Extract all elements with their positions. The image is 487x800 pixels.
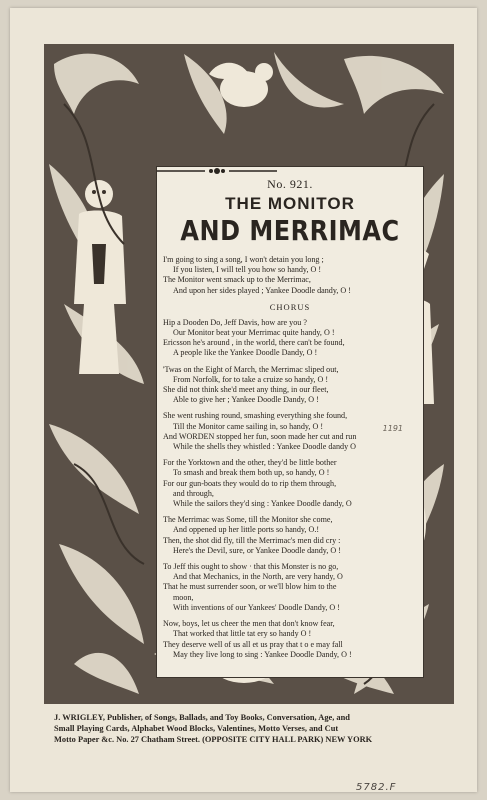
stanza	[163, 619, 417, 660]
lyric-line: For our gun-boats they would do to rip them through,	[163, 478, 337, 488]
lyric-line: And that Mechanics, in the North, are very handy, O	[173, 572, 343, 582]
lyric-line: To Jeff this ought to show · that this Monster is no go,	[163, 562, 339, 572]
lyric-line: To smash and break them both up, so handy, O !	[173, 468, 330, 478]
lyric-line: May they live long to sing : Yankee Doodle Dandy, O !	[173, 649, 352, 659]
lyric-line: While the shells they whistled : Yankee Doodle dandy O	[173, 442, 356, 452]
stanza	[163, 411, 417, 452]
lyric-line: The Merrimac was Some, till the Monitor she come,	[163, 515, 333, 525]
lyric-line: Now, boys, let us cheer the men that don't know fear,	[163, 619, 335, 629]
lyric-line: 'Twas on the Eight of March, the Merrimac sliped out,	[163, 364, 339, 374]
lyric-line: She did not think she'd meet any thing, in our fleet,	[163, 385, 329, 395]
lyric-line: And upon her sides played ; Yankee Doodle dandy, O !	[173, 285, 351, 295]
lyric-line: And WORDEN stopped her fun, soon made her cut and run	[163, 431, 357, 441]
lyric-line: With inventions of our Yankees' Doodle Dandy, O !	[173, 602, 340, 612]
imprint-line: J. WRIGLEY, Publisher, of Songs, Ballads, and Toy Books, Conversation, Age, and	[54, 713, 350, 722]
lyric-line: For the Yorktown and the other, they'd be little bother	[163, 458, 337, 468]
lyric-line: Our Monitor beat your Merrimac quite handy, O !	[173, 328, 335, 338]
lyric-line: That he must surrender soon, or we'll blow him to the	[163, 582, 337, 592]
lyric-line: If you listen, I will tell you how so handy, O !	[173, 265, 322, 275]
woodcut-border	[44, 44, 454, 704]
stanza	[163, 562, 417, 613]
song-title-line-2: AND MERRIMAC	[180, 214, 400, 248]
lyric-line: From Norfolk, for to take a cruize so handy, O !	[173, 374, 329, 384]
lyric-line: They deserve well of us all et us pray that t o e may fall	[163, 639, 343, 649]
lyric-line: Hip a Dooden Do, Jeff Davis, how are you ?	[163, 317, 307, 327]
lyric-line: Able to give her ; Yankee Doodle Dandy, O !	[173, 395, 319, 405]
stanza	[163, 255, 417, 296]
pencil-annotation: 1191	[382, 424, 403, 433]
lyric-line: Ericsson he's around , in the world, there can't be found,	[163, 338, 345, 348]
song-title-line-1: THE MONITOR	[225, 194, 355, 213]
lyric-line: I'm going to sing a song, I won't detain you long ;	[163, 255, 324, 264]
stanza	[163, 365, 417, 406]
catalog-mark: 5782.F	[356, 782, 397, 793]
imprint-line: Small Playing Cards, Alphabet Wood Blocks, Valentines, Motto Verses, and Cut	[54, 724, 339, 733]
lyric-line: She went rushing round, smashing everything she found,	[163, 411, 348, 421]
lyrics	[163, 255, 417, 660]
lyric-line: Here's the Devil, sure, or Yankee Doodle dandy, O !	[173, 545, 341, 555]
lyric-line: Till the Monitor came sailing in, so handy, O !	[173, 421, 324, 431]
stanza	[163, 515, 417, 556]
ornament-divider-icon	[157, 167, 277, 175]
stanza	[163, 318, 417, 359]
lyric-line: The Monitor went smack up to the Merrimac,	[163, 275, 311, 285]
imprint-line: Motto Paper &c. No. 27 Chatham Street. (OPPOSITE CITY HALL PARK) NEW YORK	[54, 735, 373, 744]
lyric-line: and through,	[173, 488, 214, 498]
broadside-sheet	[10, 8, 477, 792]
song-number: No. 921.	[267, 177, 313, 191]
stanza	[163, 458, 417, 509]
lyric-line: moon,	[173, 592, 194, 602]
lyric-line: A people like the Yankee Doodle Dandy, O !	[173, 348, 318, 358]
lyric-line: Then, the shot did fly, till the Merrimac's men did cry :	[163, 535, 341, 545]
lyric-line: And oppened up her little ports so handy, O.!	[173, 525, 320, 535]
chorus-label: CHORUS	[269, 301, 311, 312]
publisher-imprint	[54, 712, 454, 745]
lyric-line: While the sailors they'd sing : Yankee Doodle dandy, O	[173, 499, 352, 509]
lyrics-panel	[156, 166, 424, 678]
lyric-line: That worked that little tat ery so handy O !	[173, 629, 312, 639]
